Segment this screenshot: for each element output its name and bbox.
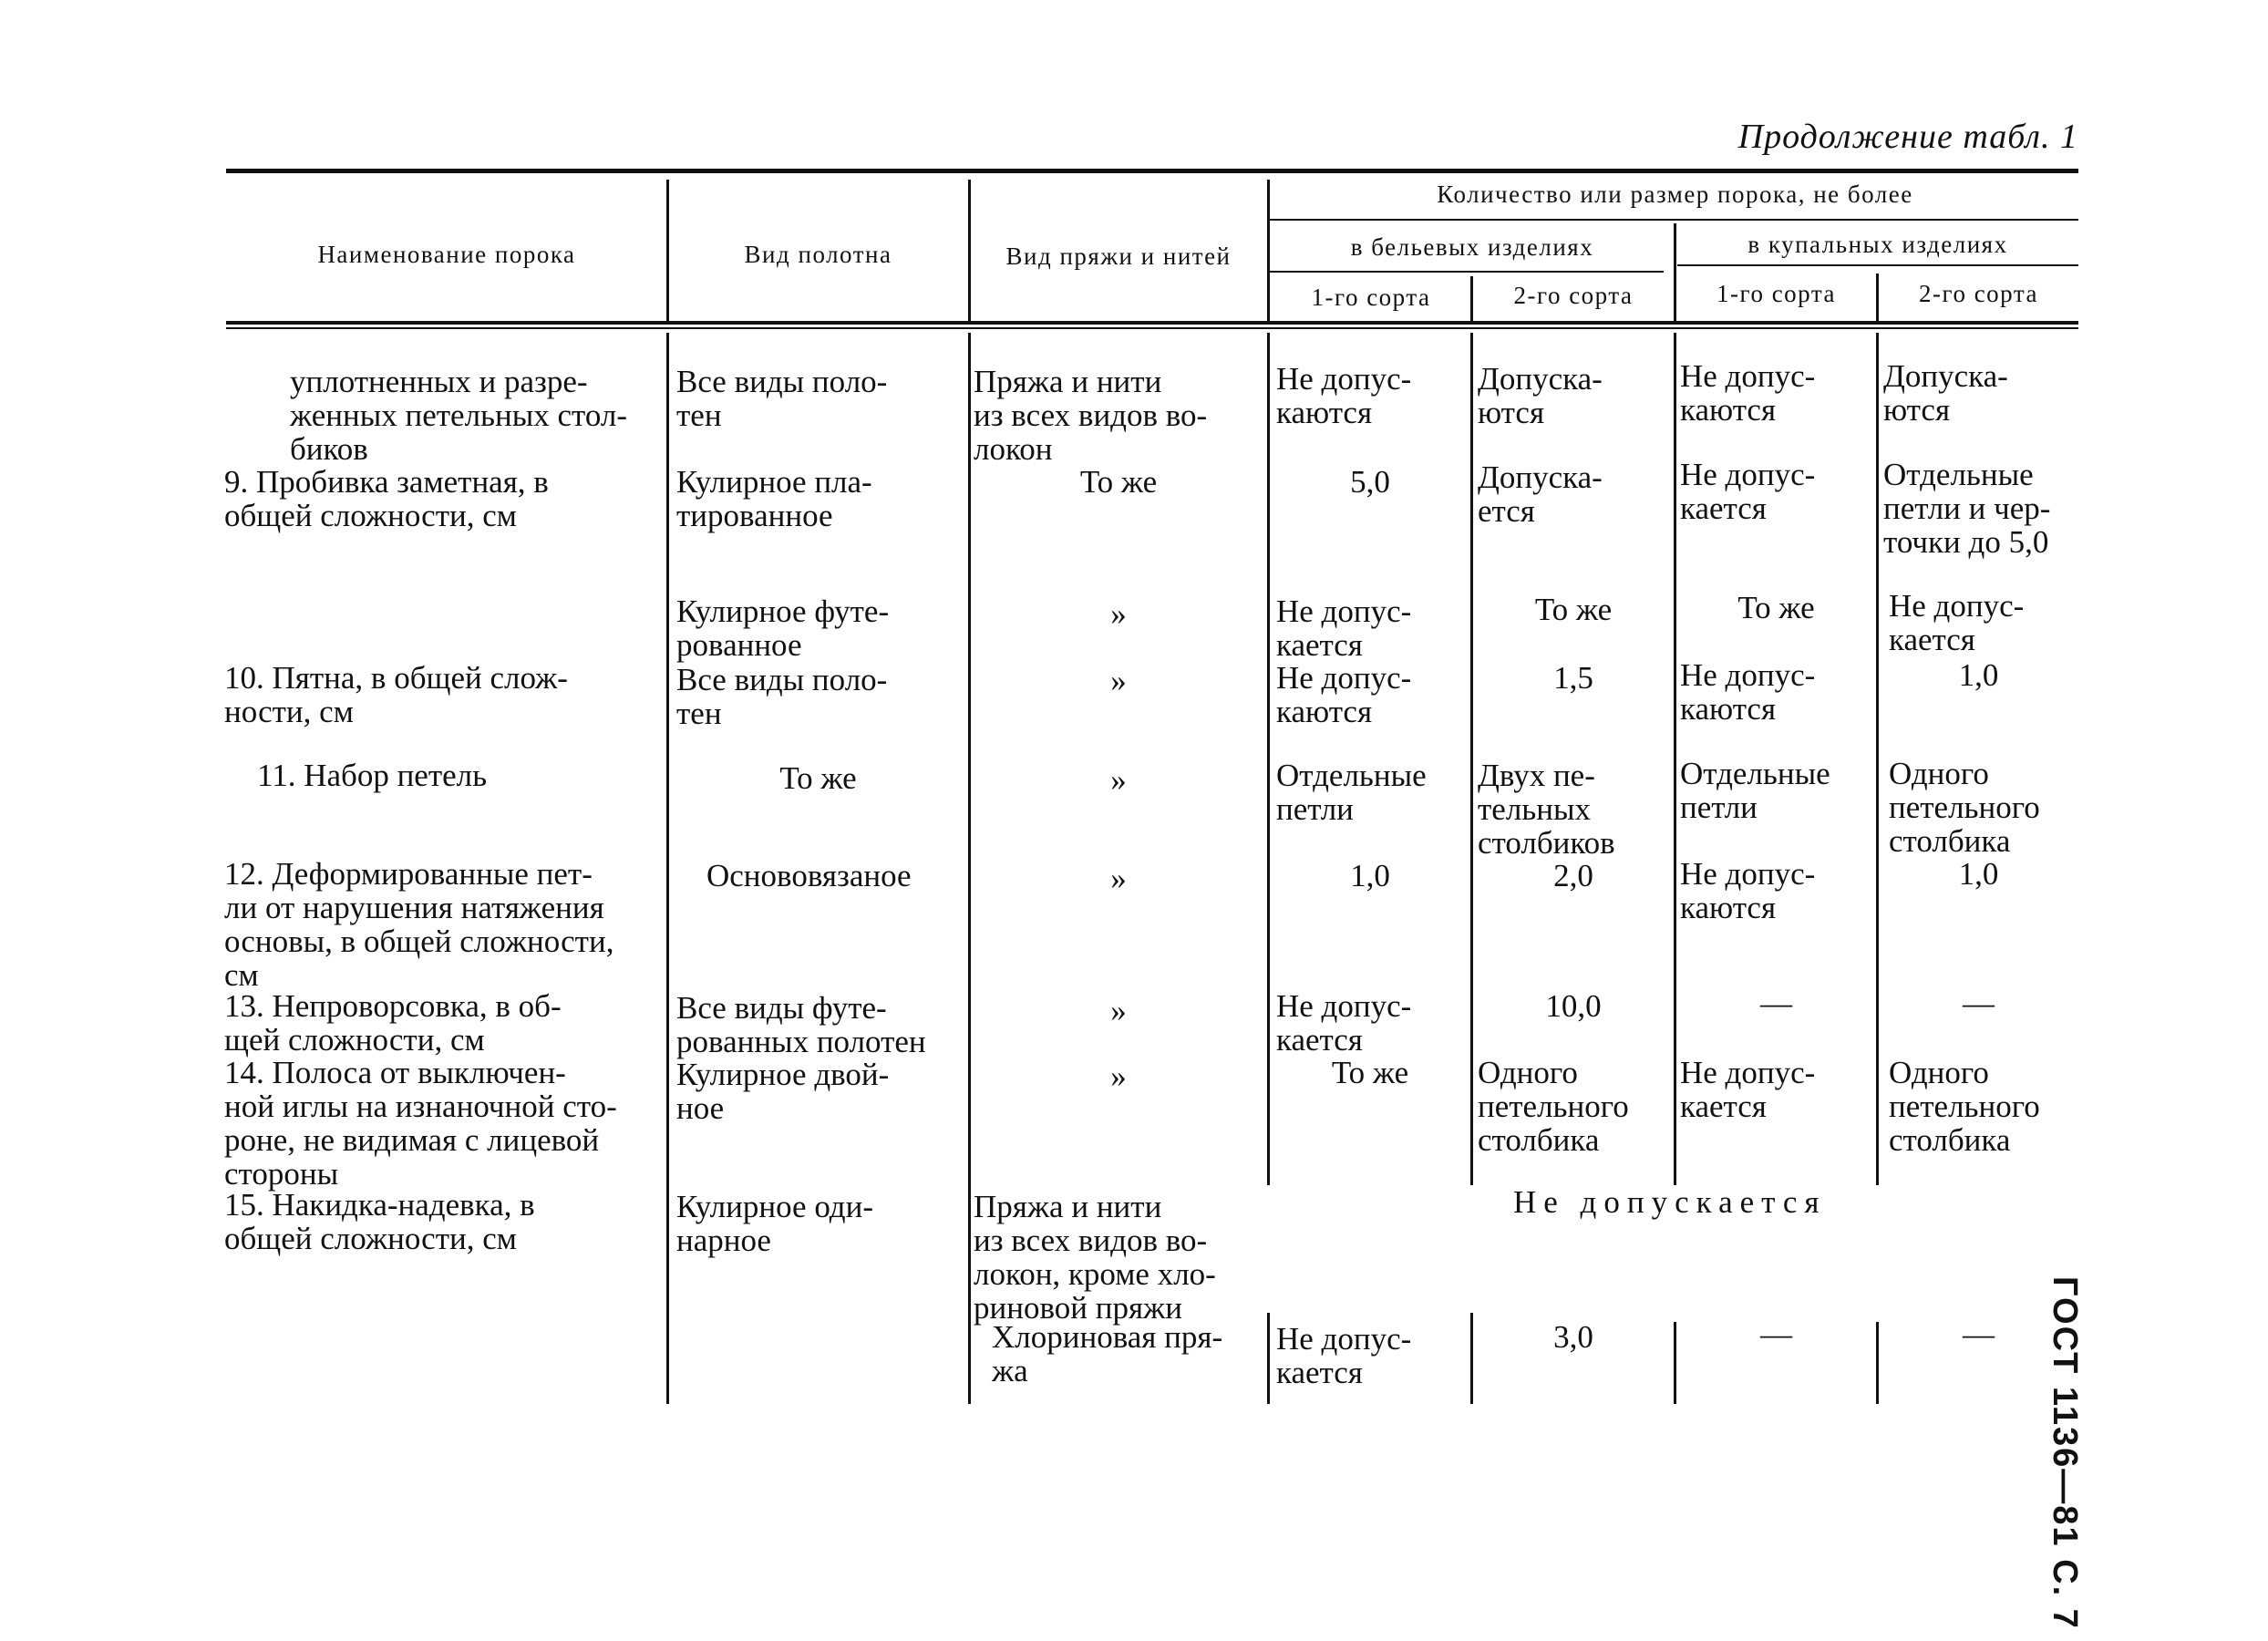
side-standard-label: ГОСТ 1136—81 С. 7 [2046, 1276, 2084, 1630]
header-linen: в бельевых изделиях [1350, 233, 1594, 261]
table-caption: Продолжение табл. 1 [1737, 118, 2078, 156]
row-12-yarn: » [1110, 861, 1127, 896]
row-13-fabric: Все виды футе- рованных полотен [676, 990, 926, 1059]
row-9b-yarn: » [1110, 596, 1127, 632]
row-11-fabric: То же [779, 760, 857, 796]
header-yarn-type: Вид пряжи и нитей [1005, 243, 1232, 270]
vline-1 [666, 180, 669, 321]
row-13-linen-grade2: 10,0 [1545, 988, 1602, 1024]
row-12-linen-grade2: 2,0 [1553, 858, 1593, 893]
header-linen-grade2: 2-го сорта [1513, 282, 1634, 309]
row-0-name: уплотненных и разре- женных петельных стол- биков [290, 364, 628, 467]
bathing-rule [1677, 264, 2078, 266]
row-0-fabric: Все виды поло- тен [676, 364, 888, 433]
header-bottom-rule [226, 321, 2078, 325]
row-13-bathing-grade2: — [1963, 986, 1995, 1021]
row-9-linen-grade1: 5,0 [1350, 464, 1390, 500]
header-defect-name: Наименование порока [317, 241, 576, 268]
row-15b-bathing-grade2: — [1963, 1316, 1995, 1352]
row-15b-yarn: Хлориновая пря- жа [992, 1319, 1223, 1388]
row-15b-linen-grade1: Не допус- кается [1276, 1321, 1412, 1390]
row-9b-linen-grade2: То же [1534, 592, 1613, 627]
row-9-yarn: То же [1079, 464, 1158, 500]
row-10-linen-grade1: Не допус- каются [1276, 660, 1412, 729]
row-15-merged-value: Не допускается [1513, 1184, 1827, 1220]
row-11-linen-grade1: Отдельные петли [1276, 758, 1427, 827]
row-9b-bathing-grade2: Не допус- кается [1889, 588, 2025, 657]
row-14-linen-grade2: Одного петельного столбика [1478, 1055, 1629, 1158]
row-14-bathing-grade1: Не допус- кается [1680, 1055, 1816, 1124]
row-15-name: 15. Накидка-надевка, в общей сложности, см [224, 1187, 535, 1256]
row-9-linen-grade2: Допуска- ется [1478, 459, 1603, 529]
top-rule [226, 169, 2078, 173]
row-9-bathing-grade1: Не допус- кается [1680, 457, 1816, 526]
header-bottom-rule-2 [226, 327, 2078, 329]
row-9b-linen-grade1: Не допус- кается [1276, 593, 1412, 663]
row-12-linen-grade1: 1,0 [1350, 858, 1390, 893]
row-14-name: 14. Полоса от выключен- ной иглы на изнаночной сто- роне, не видимая с лицевой стороны [224, 1055, 617, 1192]
row-15-yarn: Пряжа и нити из всех видов во- локон, кроме хло- риновой пряжи [974, 1189, 1216, 1326]
header-quantity-group: Количество или размер порока, не более [1437, 181, 1913, 208]
header-linen-grade1: 1-го сорта [1311, 284, 1431, 311]
row-11-bathing-grade1: Отдельные петли [1680, 756, 1830, 825]
row-0-linen-grade2: Допуска- ются [1478, 361, 1603, 430]
row-11-bathing-grade2: Одного петельного столбика [1889, 756, 2040, 859]
row-11-linen-grade2: Двух пе- тельных столбиков [1478, 758, 1615, 861]
row-10-bathing-grade1: Не допус- каются [1680, 657, 1816, 727]
header-fabric-type: Вид полотна [744, 241, 892, 268]
header-bathing-grade1: 1-го сорта [1716, 280, 1836, 307]
row-0-bathing-grade2: Допуска- ются [1883, 358, 2008, 428]
row-14-bathing-grade2: Одного петельного столбика [1889, 1055, 2040, 1158]
row-11-name: 11. Набор петель [257, 758, 488, 793]
row-9b-fabric: Кулирное футе- рованное [676, 593, 890, 663]
vline-6b [1876, 333, 1879, 1185]
row-12-bathing-grade2: 1,0 [1958, 856, 1999, 892]
row-10-bathing-grade2: 1,0 [1958, 657, 1999, 693]
row-13-name: 13. Непроворсовка, в об- щей сложности, см [224, 988, 562, 1058]
vline-1b [666, 333, 669, 1404]
row-15b-bathing-grade1: — [1760, 1316, 1792, 1352]
row-13-yarn: » [1110, 993, 1127, 1028]
row-9-fabric: Кулирное пла- тированное [676, 464, 872, 533]
header-bathing: в купальных изделиях [1747, 231, 2008, 258]
vline-3c [1267, 1313, 1270, 1404]
row-13-linen-grade1: Не допус- кается [1276, 988, 1412, 1058]
row-14-fabric: Кулирное двой- ное [676, 1057, 890, 1126]
row-10-linen-grade2: 1,5 [1553, 660, 1593, 696]
row-10-name: 10. Пятна, в общей слож- ности, см [224, 660, 568, 729]
row-12-fabric: Основовязаное [706, 858, 912, 893]
row-15b-linen-grade2: 3,0 [1553, 1319, 1593, 1355]
row-0-bathing-grade1: Не допус- каются [1680, 358, 1816, 428]
header-bathing-grade2: 2-го сорта [1919, 280, 2038, 307]
row-9-bathing-grade2: Отдельные петли и чер- точки до 5,0 [1883, 457, 2051, 560]
row-9-name: 9. Пробивка заметная, в общей сложности, см [224, 464, 549, 533]
vline-4b [1470, 333, 1473, 1185]
row-10-fabric: Все виды поло- тен [676, 662, 888, 731]
row-13-bathing-grade1: — [1760, 986, 1792, 1021]
row-12-name: 12. Деформированные пет- ли от нарушения натяжения основы, в общей сложности, см [224, 856, 614, 993]
row-11-yarn: » [1110, 762, 1127, 798]
vline-3 [1267, 180, 1270, 321]
linen-rule [1270, 271, 1664, 273]
row-0-yarn: Пряжа и нити из всех видов во- локон [974, 364, 1208, 467]
row-0-linen-grade1: Не допус- каются [1276, 361, 1412, 430]
row-15-fabric: Кулирное оди- нарное [676, 1189, 873, 1258]
vline-5b [1674, 333, 1676, 1185]
row-14-yarn: » [1110, 1058, 1127, 1094]
row-12-bathing-grade1: Не допус- каются [1680, 856, 1816, 925]
row-14-linen-grade1: То же [1331, 1055, 1409, 1090]
row-9b-bathing-grade1: То же [1737, 590, 1815, 625]
group-rule [1270, 219, 2078, 221]
row-10-yarn: » [1110, 663, 1127, 698]
